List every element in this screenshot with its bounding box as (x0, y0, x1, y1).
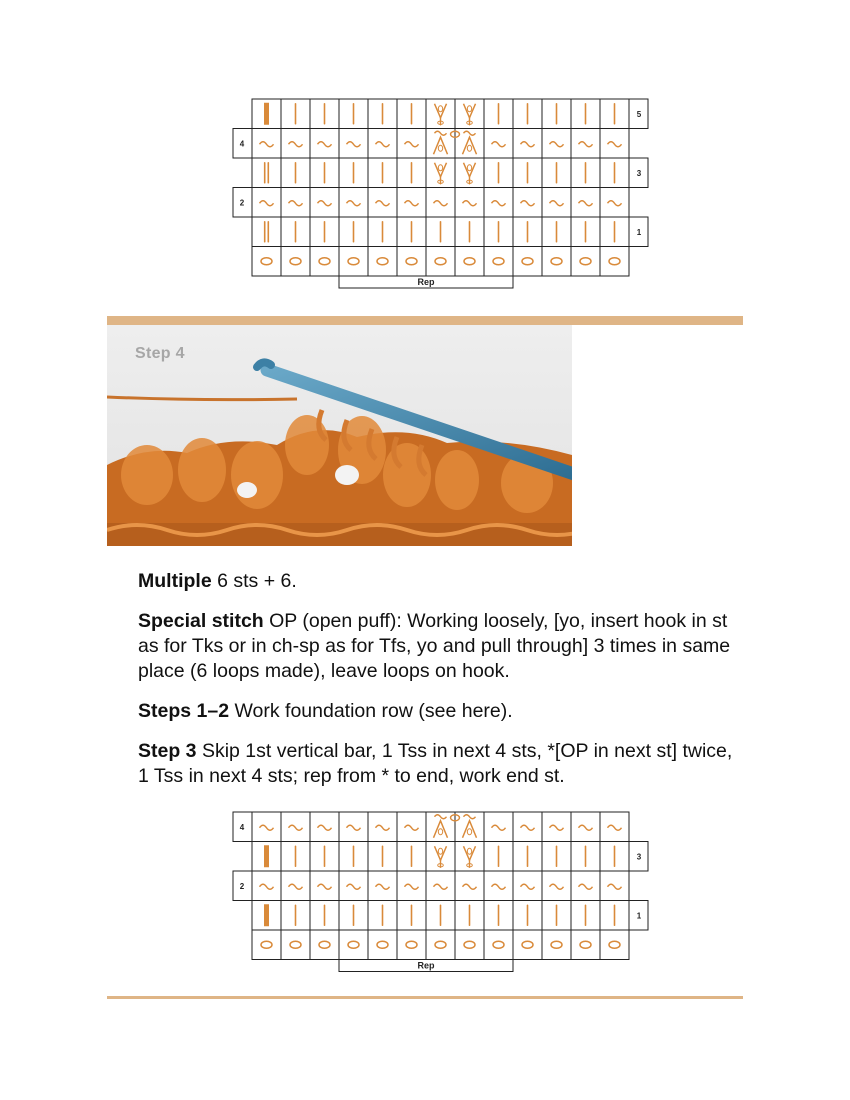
row-number: 4 (239, 822, 245, 832)
row-number: 1 (636, 911, 642, 921)
stitch-symbol-ch (493, 941, 504, 948)
stitch-symbol-ret (608, 825, 622, 830)
stitch-symbol-ch (261, 941, 272, 948)
stitch-symbol-ret (376, 884, 390, 889)
stitch-symbol-ret (579, 825, 593, 830)
stitch-symbol-ret (550, 884, 564, 889)
stitch-symbol-ret (260, 884, 274, 889)
stitch-symbol-ret (347, 884, 361, 889)
chart-row (252, 930, 629, 960)
row-number: 1 (636, 227, 642, 237)
stitch-symbol-ret (608, 884, 622, 889)
chart-row (252, 842, 648, 872)
rep-label: Rep (417, 277, 435, 287)
stitch-symbol-ch (348, 941, 359, 948)
instruction-text: OP (open puff): Working loosely, [yo, insert hook in st as for Tks or in ch-sp as for Tfs, yo and pull through] 3 times in same place (6 loops made), leave loops on hook. (138, 610, 731, 682)
stitch-symbol-ret (434, 884, 448, 889)
stitch-symbol-ch (551, 941, 562, 948)
row-number: 4 (239, 139, 245, 149)
row-number: 5 (636, 109, 642, 119)
instruction-term: Steps 1–2 (138, 700, 230, 722)
stitch-symbol-ret (492, 825, 506, 830)
stitch-symbol-ch (435, 941, 446, 948)
row-number: 3 (636, 852, 642, 862)
stitch-symbol-ret (347, 825, 361, 830)
stitch-symbol-op-v (464, 846, 476, 867)
stitch-symbol-ret (376, 825, 390, 830)
stitch-symbol-ret (579, 884, 593, 889)
stitch-symbol-ret (260, 825, 274, 830)
stitch-symbol-ch (580, 941, 591, 948)
stitch-symbol-ret (463, 884, 477, 889)
chart-row (233, 871, 629, 901)
step-label: Step 4 (135, 345, 185, 362)
stitch-symbol-ret (405, 884, 419, 889)
instruction-text: 6 sts + 6. (211, 570, 297, 592)
stitch-symbol-ret (318, 884, 332, 889)
stitch-symbol-ret (289, 884, 303, 889)
instruction-text: Skip 1st vertical bar, 1 Tss in next 4 sts, *[OP in next st] twice, 1 Tss in next 4 sts; rep from * to end, work end st. (138, 740, 733, 787)
stitch-symbol-tss-thick (264, 904, 269, 926)
row-number: 2 (239, 881, 245, 891)
rep-label: Rep (417, 960, 435, 971)
stitch-symbol-op-v (435, 846, 447, 867)
stitch-symbol-tss-thick (264, 845, 269, 867)
stitch-symbol-ch (406, 941, 417, 948)
row-number: 2 (239, 198, 245, 208)
instruction-term: Step 3 (138, 740, 197, 762)
stitch-symbol-ret (318, 825, 332, 830)
stitch-symbol-ch (319, 941, 330, 948)
stitch-symbol-ch (609, 941, 620, 948)
stitch-symbol-ch (290, 941, 301, 948)
chart-row (233, 812, 629, 842)
stitch-symbol-ret (492, 884, 506, 889)
stitch-symbol-op-ret-r (451, 815, 477, 838)
stitch-symbol-ch (464, 941, 475, 948)
stitch-symbol-ret (521, 825, 535, 830)
stitch-symbol-op-ret-l (434, 815, 460, 838)
bottom-divider (107, 996, 743, 999)
chart-row (252, 901, 648, 931)
stitch-symbol-ret (405, 825, 419, 830)
stitch-symbol-ch (522, 941, 533, 948)
stitch-symbol-ret (289, 825, 303, 830)
row-number: 3 (636, 168, 642, 178)
instruction-text: Work foundation row (see here). (229, 700, 513, 722)
stitch-symbol-ret (550, 825, 564, 830)
stitch-symbol-ch (377, 941, 388, 948)
instruction-term: Special stitch (138, 610, 264, 632)
instruction-term: Multiple (138, 570, 212, 592)
stitch-symbol-ret (521, 884, 535, 889)
